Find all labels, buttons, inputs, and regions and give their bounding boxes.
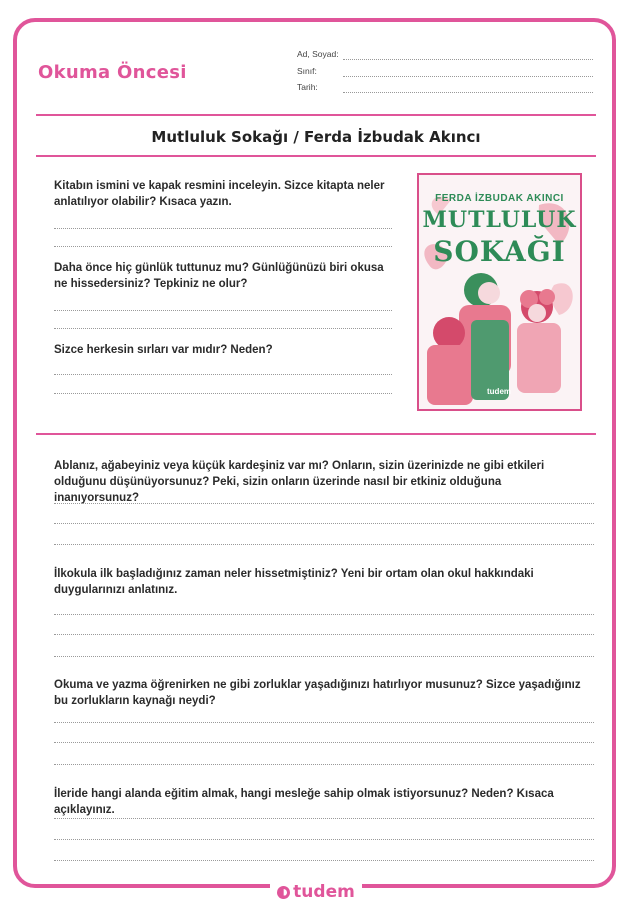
date-field[interactable] — [343, 92, 593, 93]
tudem-logo-icon — [277, 886, 290, 899]
answer-line[interactable] — [54, 374, 392, 375]
question-7: İleride hangi alanda eğitim almak, hangi mesleğe sahip olmak istiyorsunuz? Neden? Kısaca açıklayınız. — [54, 788, 554, 816]
name-field[interactable] — [343, 59, 593, 60]
section-title: Okuma Öncesi — [38, 62, 187, 83]
answer-line[interactable] — [54, 544, 594, 545]
answer-line[interactable] — [54, 742, 594, 743]
question-2: Daha önce hiç günlük tuttunuz mu? Günlüğünüzü biri okusa ne hissedersiniz? Tepkiniz ne olur? — [54, 262, 384, 290]
class-field[interactable] — [343, 76, 593, 77]
answer-line[interactable] — [54, 656, 594, 657]
answer-line[interactable] — [54, 722, 594, 723]
divider-top — [36, 114, 596, 116]
date-label: Tarih: — [297, 82, 318, 92]
book-cover-image — [417, 173, 582, 411]
question-5: İlkokula ilk başladığınız zaman neler hissetmiştiniz? Yeni bir ortam olan okul hakkındaki duygularınızı anlatınız. — [54, 568, 534, 596]
answer-line[interactable] — [54, 764, 594, 765]
book-heading: Mutluluk Sokağı / Ferda İzbudak Akıncı — [151, 128, 481, 146]
publisher-logo — [270, 880, 362, 904]
answer-line[interactable] — [54, 860, 594, 861]
divider-middle — [36, 433, 596, 435]
worksheet-frame — [13, 18, 616, 888]
answer-line[interactable] — [54, 393, 392, 394]
answer-line[interactable] — [54, 328, 392, 329]
answer-line[interactable] — [54, 246, 392, 247]
answer-line[interactable] — [54, 310, 392, 311]
name-label: Ad, Soyad: — [297, 49, 339, 59]
question-3: Sizce herkesin sırları var mıdır? Neden? — [54, 344, 273, 356]
cover-author: FERDA İZBUDAK AKINCI — [435, 193, 564, 204]
answer-line[interactable] — [54, 839, 594, 840]
answer-line[interactable] — [54, 228, 392, 229]
answer-line[interactable] — [54, 503, 594, 504]
cover-publisher: tudem — [487, 387, 511, 396]
cover-title-line1: MUTLULUK — [422, 207, 577, 233]
answer-line[interactable] — [54, 818, 594, 819]
publisher-logo-text: tudem — [293, 882, 355, 902]
answer-line[interactable] — [54, 614, 594, 615]
question-6: Okuma ve yazma öğrenirken ne gibi zorluklar yaşadığınızı hatırlıyor musunuz? Sizce yaşadığınız bu zorlukların kaynağı neydi? — [54, 679, 581, 707]
answer-line[interactable] — [54, 523, 594, 524]
question-1: Kitabın ismini ve kapak resmini inceleyin. Sizce kitapta neler anlatılıyor olabilir? Kısaca yazın. — [54, 180, 385, 208]
question-4: Ablanız, ağabeyiniz veya küçük kardeşiniz var mı? Onların, sizin üzerinizde ne gibi etkileri olduğunu düşünüyorsunuz? Peki, sizin onların üzerinde nasıl bir etkiniz olduğuna inanıyorsunuz? — [54, 460, 545, 504]
cover-title-line2: SOKAĞI — [433, 235, 566, 268]
class-label: Sınıf: — [297, 66, 317, 76]
answer-line[interactable] — [54, 634, 594, 635]
divider-heading — [36, 155, 596, 157]
